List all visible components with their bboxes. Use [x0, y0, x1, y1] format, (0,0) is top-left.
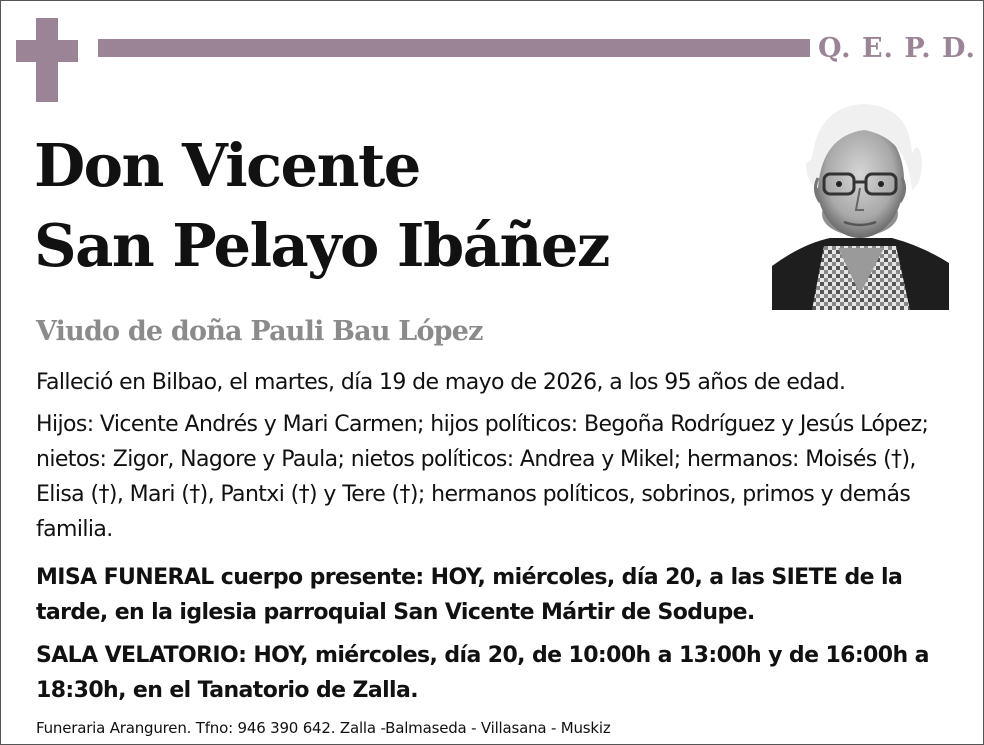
- widower-line: Viudo de doña Pauli Bau López: [36, 316, 483, 347]
- header-rule: [98, 39, 810, 57]
- death-notice: Falleció en Bilbao, el martes, día 19 de mayo de 2026, a los 95 años de edad.: [36, 370, 846, 395]
- funeral-home-footer: Funeraria Aranguren. Tfno: 946 390 642. Zalla -Balmaseda - Villasana - Muskiz: [36, 719, 611, 737]
- funeral-mass: MISA FUNERAL cuerpo presente: HOY, miércoles, día 20, a las SIETE de la tarde, en la iglesia parroquial San Vicente Mártir de Sodupe.: [36, 565, 903, 625]
- deceased-name: [34, 126, 609, 286]
- wake-info: SALA VELATORIO: HOY, miércoles, día 20, de 10:00h a 13:00h y de 16:00h a 18:30h, en el Tanatorio de Zalla.: [36, 643, 929, 703]
- name-line-2: San Pelayo Ibáñez: [34, 211, 609, 280]
- qepd-label: Q. E. P. D.: [818, 33, 976, 64]
- name-line-1: Don Vicente: [34, 131, 420, 200]
- deceased-portrait: [772, 98, 949, 310]
- family-list: Hijos: Vicente Andrés y Mari Carmen; hijos políticos: Begoña Rodríguez y Jesús López; nietos: Zigor, Nagore y Paula; nietos políticos: Andrea y Mikel; hermanos: Moisés (†), Elisa (†), Mari (†), Pantxi (†) y Tere (†); hermanos políticos, sobrinos, primos y demás familia.: [36, 412, 929, 542]
